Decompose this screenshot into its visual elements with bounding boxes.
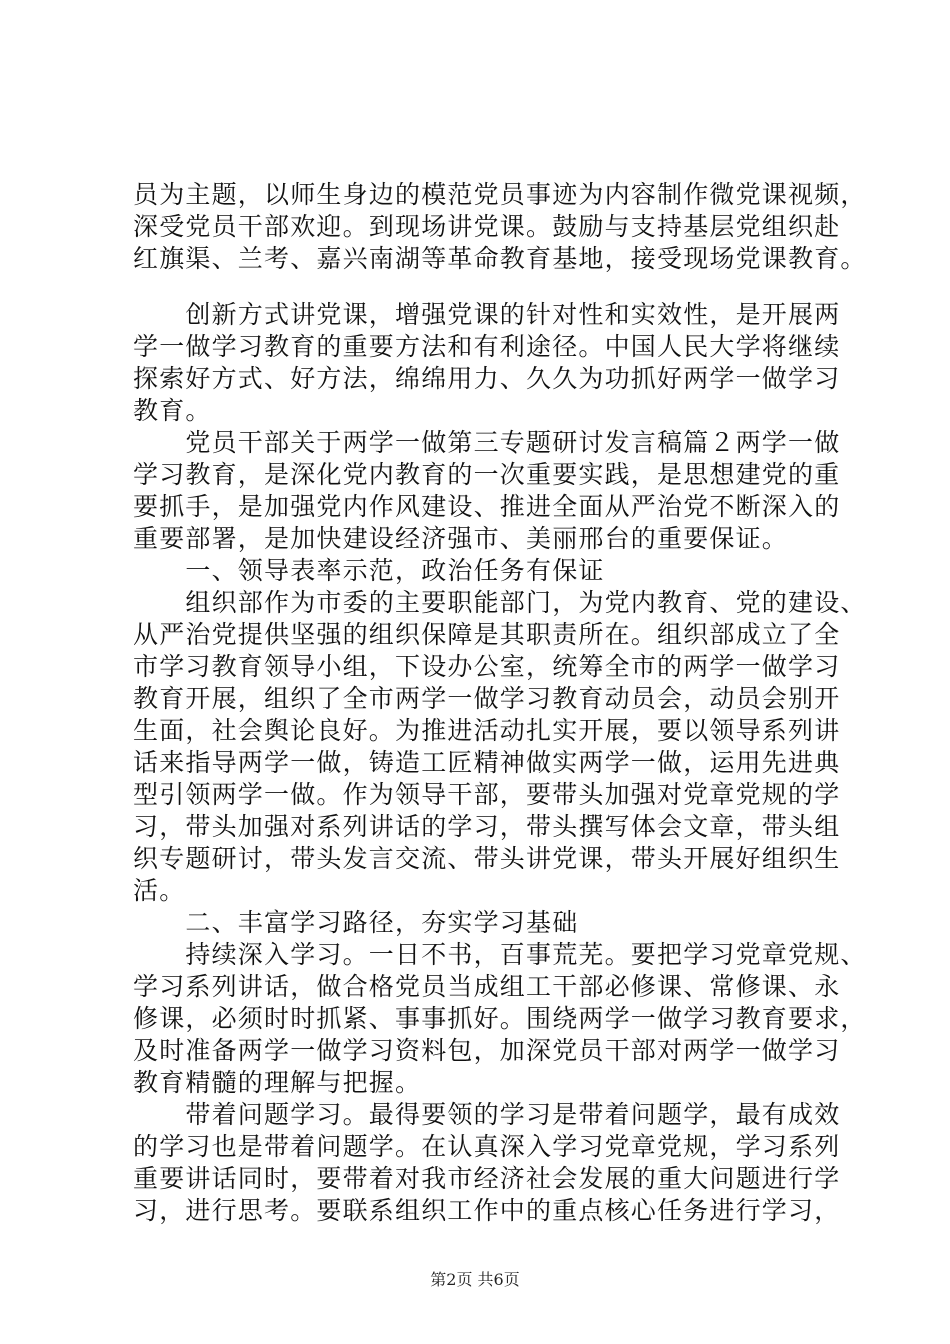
text-line: 学习系列讲话，做合格党员当成组工干部必修课、常修课、永 [133, 972, 841, 1001]
text-line: 党员干部关于两学一做第三专题研讨发言稿篇２两学一做 [133, 428, 841, 457]
text-line: 组织部作为市委的主要职能部门，为党内教育、党的建设、 [133, 588, 867, 617]
text-line: 学习教育，是深化党内教育的一次重要实践，是思想建党的重 [133, 460, 841, 489]
text-line: 习，进行思考。要联系组织工作中的重点核心任务进行学习， [133, 1196, 841, 1225]
text-line: 教育开展，组织了全市两学一做学习教育动员会，动员会别开 [133, 684, 841, 713]
text-line: 红旗渠、兰考、嘉兴南湖等革命教育基地，接受现场党课教育。 [133, 244, 867, 273]
text-line: 要抓手，是加强党内作风建设、推进全面从严治党不断深入的 [133, 492, 841, 521]
text-line: 持续深入学习。一日不书，百事荒芜。要把学习党章党规、 [133, 940, 867, 969]
text-line: 从严治党提供坚强的组织保障是其职责所在。组织部成立了全 [133, 620, 841, 649]
text-line: 的学习也是带着问题学。在认真深入学习党章党规，学习系列 [133, 1132, 841, 1161]
text-line: 教育精髓的理解与把握。 [133, 1068, 422, 1097]
text-line: 学一做学习教育的重要方法和有利途径。中国人民大学将继续 [133, 332, 841, 361]
text-line: 市学习教育领导小组，下设办公室，统筹全市的两学一做学习 [133, 652, 841, 681]
text-line: 话来指导两学一做，铸造工匠精神做实两学一做，运用先进典 [133, 748, 841, 777]
text-line: 修课，必须时时抓紧、事事抓好。围绕两学一做学习教育要求， [133, 1004, 867, 1033]
page-number-footer: 第2页 共6页 [430, 1270, 520, 1289]
text-line: 型引领两学一做。作为领导干部，要带头加强对党章党规的学 [133, 780, 841, 809]
text-line: 探索好方式、好方法，绵绵用力、久久为功抓好两学一做学习 [133, 364, 841, 393]
text-line: 生面，社会舆论良好。为推进活动扎实开展，要以领导系列讲 [133, 716, 841, 745]
text-line: 创新方式讲党课，增强党课的针对性和实效性，是开展两 [133, 300, 841, 329]
text-line: 织专题研讨，带头发言交流、带头讲党课，带头开展好组织生 [133, 844, 841, 873]
text-line: 及时准备两学一做学习资料包，加深党员干部对两学一做学习 [133, 1036, 841, 1065]
text-line: 带着问题学习。最得要领的学习是带着问题学，最有成效 [133, 1100, 841, 1129]
text-line: 教育。 [133, 396, 212, 425]
text-line: 习，带头加强对系列讲话的学习，带头撰写体会文章，带头组 [133, 812, 841, 841]
text-line: 重要讲话同时，要带着对我市经济社会发展的重大问题进行学 [133, 1164, 841, 1193]
text-line: 重要部署，是加快建设经济强市、美丽邢台的重要保证。 [133, 524, 789, 553]
text-line: 深受党员干部欢迎。到现场讲党课。鼓励与支持基层党组织赴 [133, 212, 841, 241]
text-line: 活。 [133, 876, 186, 905]
section-heading: 一、领导表率示范，政治任务有保证 [133, 556, 605, 585]
section-heading: 二、丰富学习路径，夯实学习基础 [133, 908, 579, 937]
text-line: 员为主题，以师生身边的模范党员事迹为内容制作微党课视频， [133, 180, 867, 209]
